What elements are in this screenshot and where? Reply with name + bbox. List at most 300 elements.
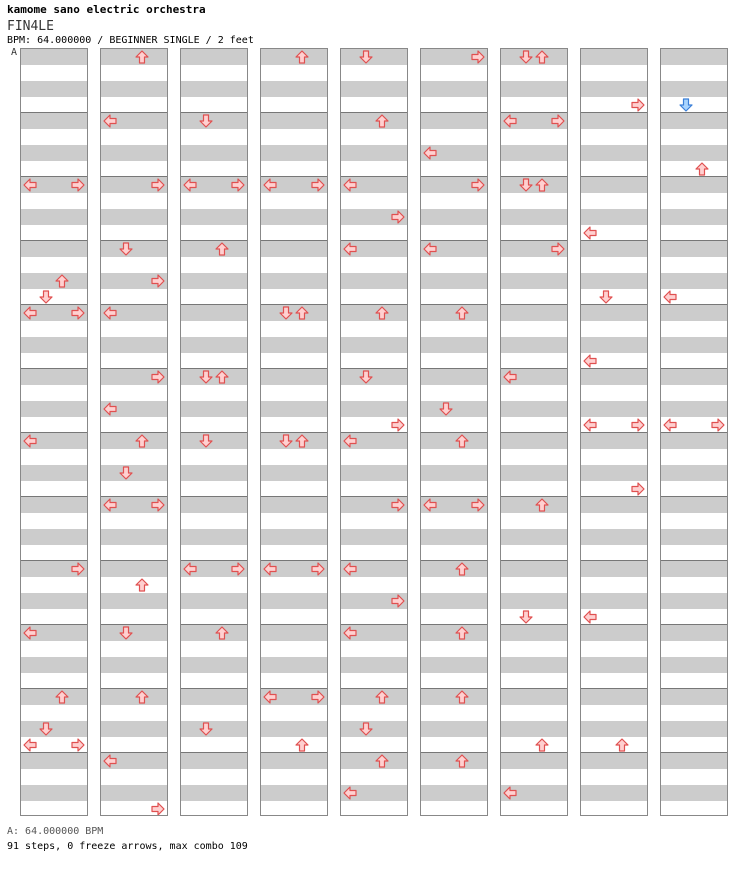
measure-line [661,560,727,561]
arrow-left-icon [503,786,517,800]
measure-line [661,624,727,625]
arrow-left-icon [23,626,37,640]
beat-stripe [581,753,647,769]
beat-stripe [501,209,567,225]
beat-stripe [21,49,87,65]
beat-stripe [581,657,647,673]
arrow-right-icon [631,418,645,432]
beat-stripe [661,785,727,801]
beat-stripe [181,81,247,97]
beat-stripe [21,753,87,769]
arrow-up-icon [135,434,149,448]
measure-line [261,752,327,753]
measure-line [421,112,487,113]
beat-stripe [661,273,727,289]
measure-line [101,240,167,241]
measure-line [181,112,247,113]
measure-line [21,176,87,177]
measure-line [101,112,167,113]
measure-line [501,432,567,433]
arrow-right-icon [551,114,565,128]
beat-stripe [421,401,487,417]
arrow-right-icon [71,178,85,192]
beat-stripe [261,625,327,641]
arrow-up-icon [535,498,549,512]
beat-stripe [421,113,487,129]
arrow-down-icon [519,50,533,64]
beat-stripe [501,49,567,65]
beat-stripe [341,401,407,417]
beat-stripe [261,49,327,65]
arrow-up-icon [375,114,389,128]
beat-stripe [581,785,647,801]
measure-column [260,48,328,816]
measure-line [21,240,87,241]
beat-stripe [101,81,167,97]
beat-stripe [501,401,567,417]
beat-stripe [341,689,407,705]
beat-stripe [101,625,167,641]
beat-stripe [181,593,247,609]
measure-line [421,176,487,177]
measure-line [581,176,647,177]
beat-stripe [421,81,487,97]
beat-stripe [101,241,167,257]
beat-stripe [661,529,727,545]
beat-stripe [341,753,407,769]
beat-stripe [501,497,567,513]
measure-line [661,432,727,433]
arrow-down-icon [439,402,453,416]
arrow-up-icon [215,626,229,640]
beat-stripe [661,465,727,481]
arrow-up-icon [455,626,469,640]
arrow-left-icon [103,114,117,128]
beat-stripe [501,529,567,545]
beat-stripe [341,657,407,673]
beat-stripe [181,369,247,385]
measure-line [261,624,327,625]
measure-line [341,688,407,689]
beat-stripe [181,49,247,65]
beat-stripe [181,113,247,129]
arrow-left-icon [103,498,117,512]
arrow-left-icon [103,754,117,768]
arrow-left-icon [343,434,357,448]
beat-stripe [341,529,407,545]
beat-stripe [261,273,327,289]
arrow-up-icon [55,690,69,704]
beat-stripe [421,209,487,225]
arrow-right-icon [551,242,565,256]
beat-stripe [181,241,247,257]
arrow-right-icon [151,370,165,384]
beat-stripe [501,561,567,577]
arrow-left-icon [263,562,277,576]
beat-stripe [101,145,167,161]
beat-stripe [661,689,727,705]
measure-line [421,624,487,625]
arrow-up-icon [295,50,309,64]
measure-line [181,240,247,241]
beat-stripe [581,177,647,193]
beat-stripe [181,145,247,161]
arrow-left-icon [423,146,437,160]
beat-stripe [421,465,487,481]
arrow-left-icon [503,114,517,128]
arrow-down-icon [199,722,213,736]
beat-stripe [261,753,327,769]
beat-stripe [581,241,647,257]
beat-stripe [501,305,567,321]
beat-stripe [101,593,167,609]
measure-line [101,368,167,369]
beat-stripe [21,497,87,513]
beat-stripe [261,337,327,353]
beat-stripe [661,753,727,769]
beat-stripe [421,273,487,289]
measure-line [101,560,167,561]
measure-line [101,496,167,497]
measure-line [501,176,567,177]
measure-line [21,688,87,689]
measure-line [21,432,87,433]
arrow-right-icon [631,98,645,112]
arrow-down-icon [279,434,293,448]
measure-line [261,176,327,177]
beat-stripe [341,721,407,737]
beat-stripe [21,593,87,609]
measure-line [661,496,727,497]
beat-stripe [261,433,327,449]
beat-stripe [661,49,727,65]
beat-stripe [101,529,167,545]
arrow-up-icon [455,562,469,576]
beat-stripe [181,209,247,225]
arrow-left-icon [343,242,357,256]
beat-stripe [661,657,727,673]
measure-line [101,432,167,433]
measure-line [581,240,647,241]
arrow-right-icon [231,178,245,192]
measure-line [181,688,247,689]
beat-stripe [181,657,247,673]
beat-stripe [421,369,487,385]
measure-line [181,304,247,305]
arrow-down-icon [599,290,613,304]
arrow-left-icon [663,418,677,432]
arrow-left-icon [183,178,197,192]
arrow-down-icon [359,370,373,384]
measure-line [661,112,727,113]
arrow-left-icon [23,738,37,752]
arrow-right-icon [471,178,485,192]
beat-stripe [181,305,247,321]
arrow-left-icon [423,242,437,256]
beat-stripe [181,337,247,353]
beat-stripe [581,529,647,545]
beat-stripe [661,113,727,129]
measure-line [581,304,647,305]
arrow-up-icon [615,738,629,752]
beat-stripe [341,337,407,353]
arrow-right-icon [151,178,165,192]
beat-stripe [581,145,647,161]
beat-stripe [581,49,647,65]
beat-stripe [261,401,327,417]
beat-stripe [261,593,327,609]
beat-stripe [501,337,567,353]
beat-stripe [21,465,87,481]
beat-stripe [421,657,487,673]
beat-stripe [581,337,647,353]
beat-stripe [21,657,87,673]
arrow-left-icon [343,786,357,800]
beat-stripe [261,657,327,673]
measure-line [101,624,167,625]
measure-line [421,368,487,369]
measure-line [341,624,407,625]
arrow-right-icon [71,306,85,320]
measure-line [101,304,167,305]
measure-line [421,752,487,753]
beat-stripe [501,593,567,609]
arrow-right-icon [631,482,645,496]
arrow-up-icon [455,306,469,320]
measure-line [341,560,407,561]
beat-stripe [21,241,87,257]
measure-line [21,624,87,625]
measure-line [21,368,87,369]
beat-stripe [101,785,167,801]
arrow-right-icon [471,498,485,512]
beat-stripe [501,689,567,705]
beat-stripe [661,209,727,225]
measure-line [421,432,487,433]
arrow-up-icon [375,754,389,768]
beat-stripe [101,433,167,449]
beat-stripe [581,113,647,129]
measure-line [341,432,407,433]
arrow-left-icon [583,610,597,624]
beat-stripe [581,401,647,417]
measure-line [261,432,327,433]
arrow-down-icon [199,114,213,128]
measure-line [181,176,247,177]
arrow-up-icon [455,690,469,704]
measure-line [181,624,247,625]
beat-stripe [341,273,407,289]
measure-line [661,304,727,305]
beat-stripe [261,305,327,321]
measure-line [261,560,327,561]
arrow-up-icon [535,178,549,192]
arrow-left-icon [103,306,117,320]
beat-stripe [341,305,407,321]
measure-line [341,752,407,753]
measure-line [341,304,407,305]
chart-info: BPM: 64.000000 / BEGINNER SINGLE / 2 feet [7,35,254,46]
beat-stripe [341,81,407,97]
arrow-left-icon [103,402,117,416]
beat-stripe [581,561,647,577]
arrow-right-icon [311,178,325,192]
measure-line [181,368,247,369]
beat-stripe [341,113,407,129]
measure-line [341,368,407,369]
beat-stripe [421,625,487,641]
arrow-right-icon [471,50,485,64]
arrow-right-icon [231,562,245,576]
measure-line [661,176,727,177]
measure-line [581,432,647,433]
arrow-down-icon [119,242,133,256]
measure-line [181,560,247,561]
beat-stripe [181,689,247,705]
arrow-right-icon [311,562,325,576]
arrow-left-icon [583,226,597,240]
measure-column [660,48,728,816]
measure-column [420,48,488,816]
measure-line [341,176,407,177]
beat-stripe [341,145,407,161]
measure-line [21,752,87,753]
beat-stripe [661,401,727,417]
measure-line [661,368,727,369]
beat-stripe [581,81,647,97]
beat-stripe [581,305,647,321]
measure-line [581,624,647,625]
beat-stripe [101,465,167,481]
measure-line [101,752,167,753]
arrow-up-icon [295,306,309,320]
beat-stripe [181,785,247,801]
beat-stripe [261,497,327,513]
beat-stripe [181,273,247,289]
beat-stripe [501,657,567,673]
beat-stripe [181,625,247,641]
beat-stripe [661,721,727,737]
arrow-right-icon [311,690,325,704]
beat-stripe [181,465,247,481]
arrow-left-icon [183,562,197,576]
measure-line [21,560,87,561]
beat-stripe [501,465,567,481]
arrow-left-icon [423,498,437,512]
measure-line [581,752,647,753]
measure-line [261,368,327,369]
arrow-down-icon [199,370,213,384]
measure-line [421,304,487,305]
arrow-left-icon [503,370,517,384]
beat-stripe [181,433,247,449]
measure-line [661,688,727,689]
beat-stripe [421,529,487,545]
beat-stripe [181,401,247,417]
measure-column [180,48,248,816]
measure-line [661,752,727,753]
beat-stripe [101,721,167,737]
arrow-left-icon [583,354,597,368]
beat-stripe [181,753,247,769]
beat-stripe [581,465,647,481]
song-title: FIN4LE [7,19,54,34]
beat-stripe [501,433,567,449]
beat-stripe [21,401,87,417]
beat-stripe [341,465,407,481]
measure-line [21,112,87,113]
measure-line [661,240,727,241]
beat-stripe [661,561,727,577]
beat-stripe [261,529,327,545]
beat-stripe [101,49,167,65]
arrow-down-icon [519,610,533,624]
arrow-right-icon [151,802,165,816]
beat-stripe [661,593,727,609]
arrow-down-icon [359,722,373,736]
arrow-down-icon [119,626,133,640]
beat-stripe [21,369,87,385]
arrow-down-icon [519,178,533,192]
beat-stripe [421,785,487,801]
measure-line [501,688,567,689]
arrow-down-icon [39,290,53,304]
beat-stripe [261,81,327,97]
arrow-down-icon [199,434,213,448]
beat-stripe [421,305,487,321]
beat-stripe [581,209,647,225]
beat-stripe [261,785,327,801]
arrow-up-icon [535,50,549,64]
beat-stripe [581,721,647,737]
beat-stripe [661,337,727,353]
arrow-down-icon [39,722,53,736]
measure-line [261,112,327,113]
measure-line [501,240,567,241]
measure-line [21,496,87,497]
measure-line [421,496,487,497]
measure-line [341,496,407,497]
arrow-right-icon [71,562,85,576]
beat-stripe [581,689,647,705]
measure-line [421,240,487,241]
beat-stripe [341,49,407,65]
beat-stripe [181,529,247,545]
arrow-right-icon [391,418,405,432]
beat-stripe [101,337,167,353]
measure-column [580,48,648,816]
measure-line [421,688,487,689]
arrow-up-icon [295,434,309,448]
beat-stripe [261,145,327,161]
measure-line [341,240,407,241]
beat-stripe [501,625,567,641]
beat-stripe [581,625,647,641]
beat-stripe [421,593,487,609]
beat-stripe [21,145,87,161]
arrow-up-icon [55,274,69,288]
measure-line [181,752,247,753]
measure-line [501,496,567,497]
arrow-left-icon [343,178,357,192]
beat-stripe [261,721,327,737]
beat-stripe [501,177,567,193]
beat-stripe [21,689,87,705]
arrow-left-icon [23,178,37,192]
arrow-up-icon [295,738,309,752]
beat-stripe [181,721,247,737]
beat-stripe [21,337,87,353]
